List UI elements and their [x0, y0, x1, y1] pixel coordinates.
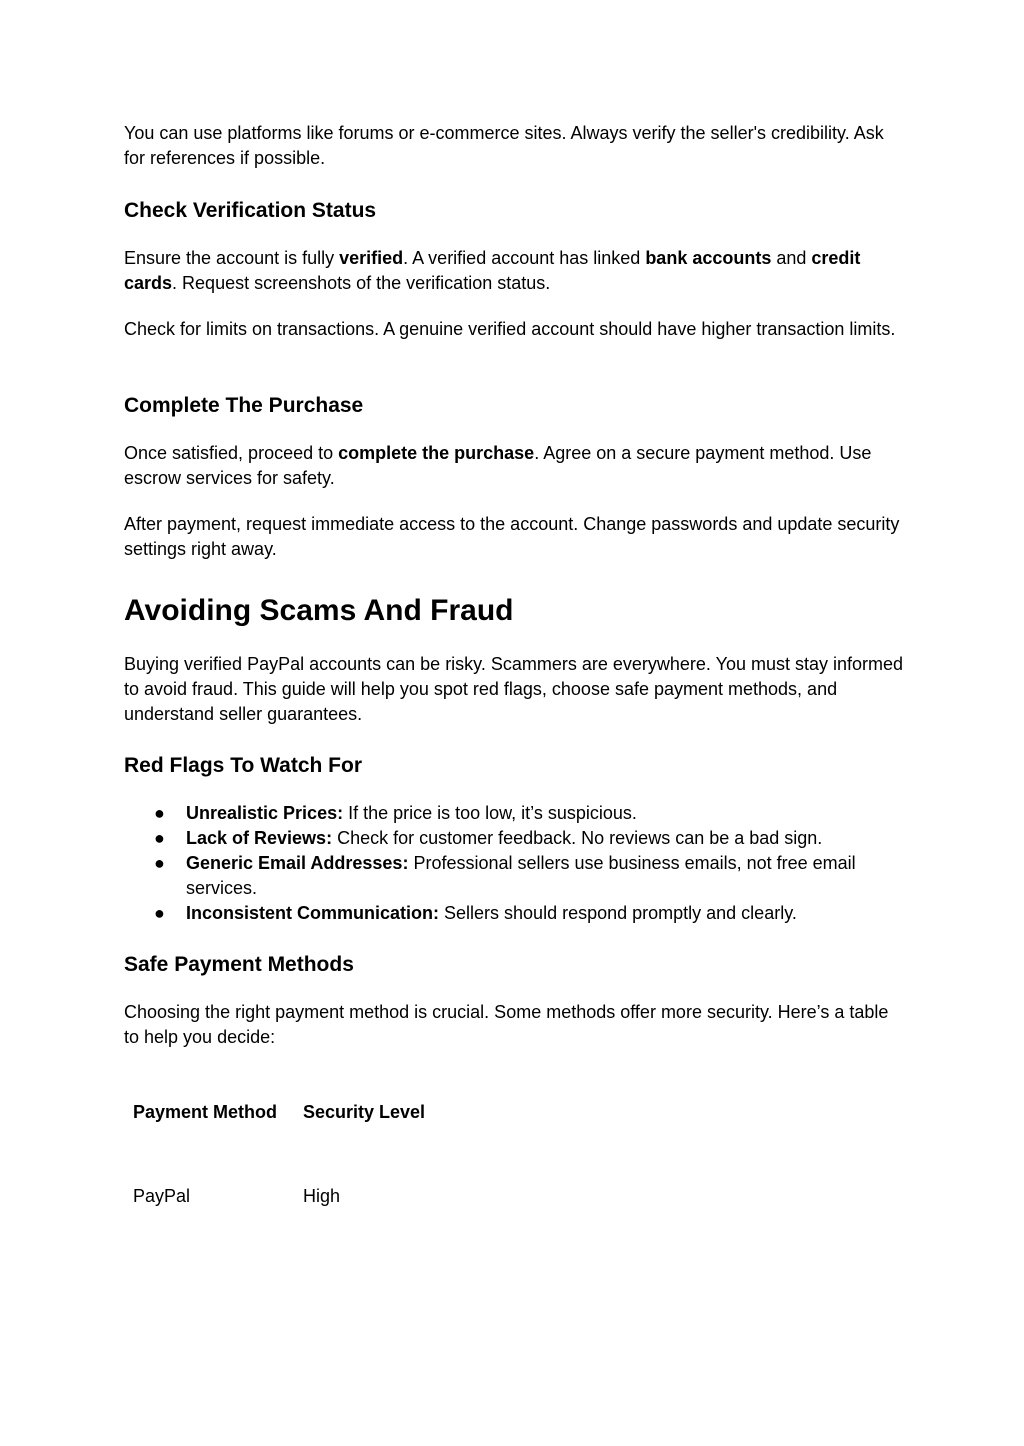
- bullet-icon: ●: [154, 828, 165, 848]
- red-flags-list: [124, 801, 904, 926]
- list-item-label: Unrealistic Prices:: [186, 803, 344, 823]
- intro-paragraph: You can use platforms like forums or e-commerce sites. Always verify the seller's credibility. Ask for references if possible.: [124, 123, 884, 168]
- purchase-paragraph-1: [124, 441, 904, 491]
- list-item-label: Inconsistent Communication:: [186, 903, 440, 923]
- text-run: Once satisfied, proceed to: [124, 443, 339, 463]
- list-item-text: Check for customer feedback. No reviews can be a bad sign.: [332, 828, 823, 848]
- list-item: [124, 851, 904, 901]
- list-item: [124, 801, 904, 826]
- list-item-text: Sellers should respond promptly and clearly.: [439, 903, 797, 923]
- bold-credit-cards: credit cards: [124, 248, 861, 293]
- heading-safe-payment: Safe Payment Methods: [124, 953, 354, 976]
- list-item: [124, 826, 904, 851]
- list-item-text: Professional sellers use business emails, not free email services.: [186, 853, 856, 898]
- bullet-icon: ●: [154, 903, 165, 923]
- table-cell-security: High: [303, 1186, 341, 1206]
- payment-intro-paragraph: Choosing the right payment method is crucial. Some methods offer more security. Here’s a table to help you decide:: [124, 1002, 889, 1047]
- bold-verified: verified: [339, 248, 404, 268]
- scams-intro-paragraph: Buying verified PayPal accounts can be risky. Scammers are everywhere. You must stay informed to avoid fraud. This guide will help you spot red flags, choose safe payment methods, and understand seller guarantees.: [124, 654, 904, 724]
- heading-red-flags: Red Flags To Watch For: [124, 754, 363, 777]
- text-run: Ensure the account is fully: [124, 248, 340, 268]
- table-header-payment-method: Payment Method: [133, 1102, 278, 1122]
- table-header-security-level: Security Level: [303, 1102, 426, 1122]
- bullet-icon: ●: [154, 853, 165, 873]
- bold-complete-purchase: complete the purchase: [338, 443, 535, 463]
- list-item-label: Generic Email Addresses:: [186, 853, 409, 873]
- verification-paragraph-1: [124, 246, 904, 296]
- list-item: [124, 901, 904, 926]
- list-item-text: If the price is too low, it’s suspicious.: [343, 803, 637, 823]
- text-run: . Request screenshots of the verification status.: [172, 273, 551, 293]
- bullet-icon: ●: [154, 803, 165, 823]
- text-run: . A verified account has linked: [403, 248, 646, 268]
- table-cell-method: PayPal: [133, 1186, 191, 1206]
- text-run: . Agree on a secure payment method. Use escrow services for safety.: [124, 443, 872, 488]
- bold-bank-accounts: bank accounts: [645, 248, 772, 268]
- text-run: and: [771, 248, 812, 268]
- heading-complete-purchase: Complete The Purchase: [124, 394, 364, 417]
- verification-paragraph-2: Check for limits on transactions. A genuine verified account should have higher transaction limits.: [124, 319, 896, 339]
- list-item-label: Lack of Reviews:: [186, 828, 333, 848]
- purchase-paragraph-2: After payment, request immediate access to the account. Change passwords and update security settings right away.: [124, 514, 900, 559]
- heading-avoiding-scams: Avoiding Scams And Fraud: [124, 594, 514, 627]
- heading-check-verification: Check Verification Status: [124, 199, 377, 222]
